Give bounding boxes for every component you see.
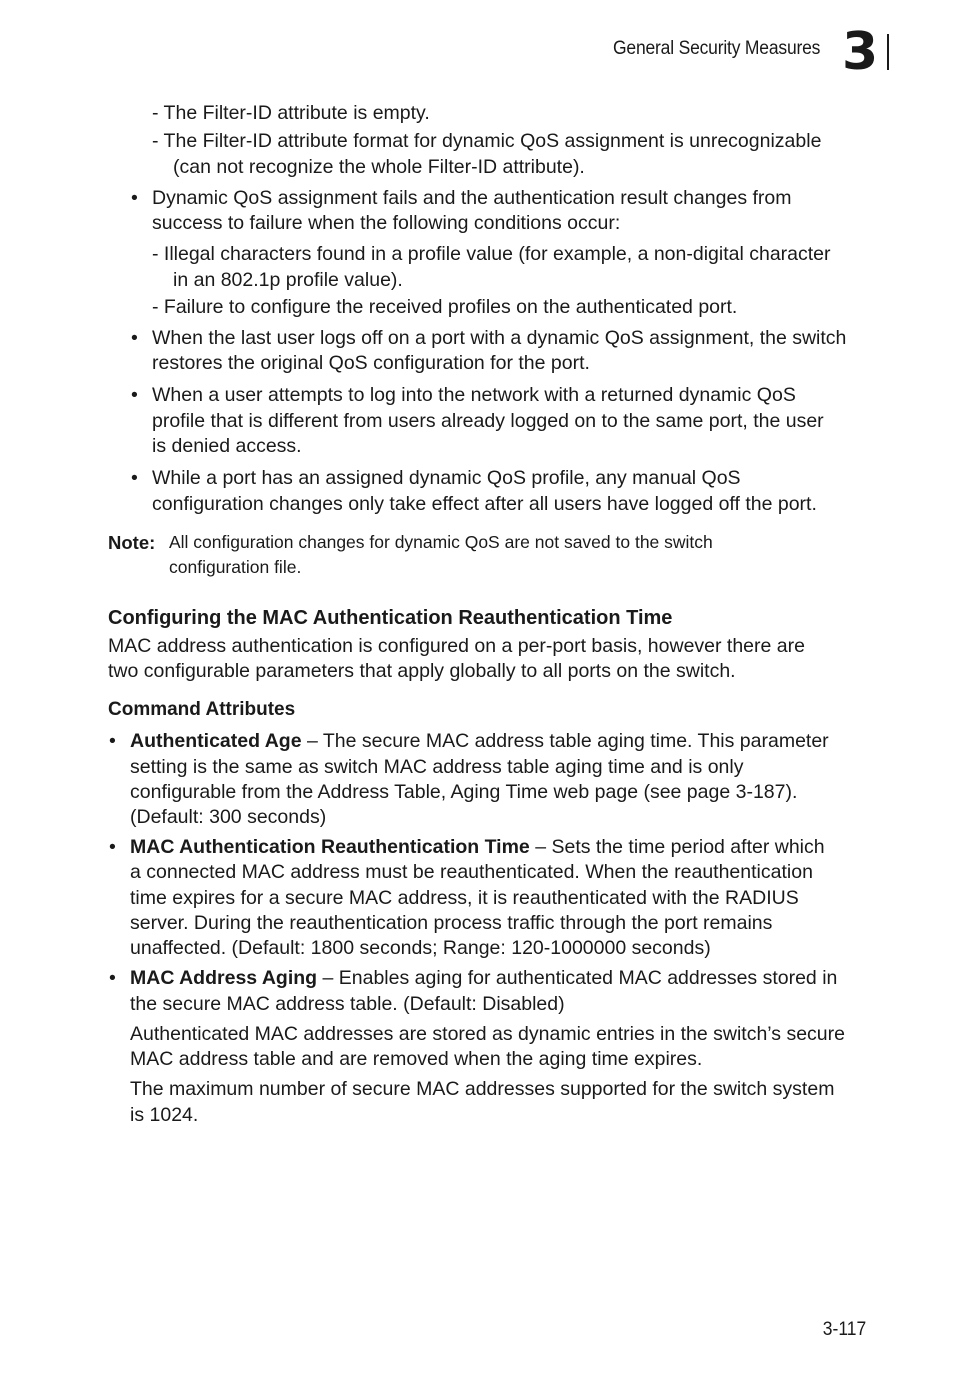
attr-desc: – Enables aging for authenticated MAC addresses stored in xyxy=(317,967,838,989)
bullet-manual-qos: While a port has an assigned dynamic QoS profile, any manual QoS xyxy=(152,467,741,489)
attr-term: MAC Address Aging xyxy=(130,967,318,989)
bullet-marker: • xyxy=(131,467,138,489)
section-intro-cont: two configurable parameters that apply globally to all ports on the switch. xyxy=(108,660,736,682)
page-number: 3-117 xyxy=(822,1319,866,1340)
attr-authenticated-age xyxy=(130,729,829,754)
bullet-user-denied: When a user attempts to log into the network with a returned dynamic QoS xyxy=(152,384,796,406)
running-header: General Security Measures xyxy=(612,38,820,59)
attr-mac-aging-cont: the secure MAC address table. (Default: Disabled) xyxy=(130,993,565,1015)
bullet-qos-fails-cont: success to failure when the following conditions occur: xyxy=(152,212,621,234)
section-intro: MAC address authentication is configured on a per-port basis, however there are xyxy=(108,635,805,657)
attr-reauth-time-cont2: time expires for a secure MAC address, it is reauthenticated with the RADIUS xyxy=(130,887,799,909)
attr-authenticated-age-cont1: setting is the same as switch MAC address table aging time and is only xyxy=(130,756,744,778)
bullet-marker: • xyxy=(131,187,138,209)
sub-item-illegal-chars: - Illegal characters found in a profile value (for example, a non-digital character xyxy=(152,243,831,265)
attr-term: Authenticated Age xyxy=(130,730,302,752)
attr-reauth-time-cont1: a connected MAC address must be reauthenticated. When the reauthentication xyxy=(130,861,813,883)
sub-item-filter-id-format: - The Filter-ID attribute format for dynamic QoS assignment is unrecognizable xyxy=(152,130,822,152)
bullet-user-denied-cont2: is denied access. xyxy=(152,435,302,457)
bullet-qos-fails: Dynamic QoS assignment fails and the authentication result changes from xyxy=(152,187,792,209)
attributes-heading: Command Attributes xyxy=(108,699,296,720)
attr-desc: – Sets the time period after which xyxy=(529,836,825,858)
attr-reauth-time-cont3: server. During the reauthentication process traffic through the port remains xyxy=(130,912,773,934)
bullet-marker: • xyxy=(109,967,116,989)
bullet-marker: • xyxy=(131,327,138,349)
sub-item-illegal-chars-cont: in an 802.1p profile value). xyxy=(173,269,403,291)
sub-item-filter-id-format-cont: (can not recognize the whole Filter-ID attribute). xyxy=(173,156,585,178)
bullet-manual-qos-cont: configuration changes only take effect after all users have logged off the port. xyxy=(152,493,817,515)
attr-reauth-time-cont4: unaffected. (Default: 1800 seconds; Range: 120-1000000 seconds) xyxy=(130,937,711,959)
note-text: All configuration changes for dynamic QoS are not saved to the switch xyxy=(169,532,713,552)
para-dynamic-entries-cont: MAC address table and are removed when the aging time expires. xyxy=(130,1048,703,1070)
attr-authenticated-age-cont3: (Default: 300 seconds) xyxy=(130,806,327,828)
note-text-cont: configuration file. xyxy=(169,557,302,577)
attr-reauth-time xyxy=(130,835,825,860)
para-max-addresses-cont: is 1024. xyxy=(130,1104,199,1126)
bullet-last-user-cont: restores the original QoS configuration for the port. xyxy=(152,352,590,374)
bullet-marker: • xyxy=(109,730,116,752)
para-max-addresses: The maximum number of secure MAC addresses supported for the switch system xyxy=(130,1078,835,1100)
bullet-marker: • xyxy=(109,836,116,858)
section-heading: Configuring the MAC Authentication Reauthentication Time xyxy=(108,607,673,629)
sub-item-filter-id-empty: - The Filter-ID attribute is empty. xyxy=(152,102,430,124)
para-dynamic-entries: Authenticated MAC addresses are stored as dynamic entries in the switch’s secure xyxy=(130,1023,845,1045)
chapter-number: 3 xyxy=(842,22,877,82)
bullet-last-user: When the last user logs off on a port with a dynamic QoS assignment, the switch xyxy=(152,327,847,349)
note-label: Note: xyxy=(108,532,156,553)
sub-item-failure-configure: - Failure to configure the received profiles on the authenticated port. xyxy=(152,296,738,318)
attr-term: MAC Authentication Reauthentication Time xyxy=(130,836,530,858)
attr-mac-aging xyxy=(130,966,837,991)
attr-desc: – The secure MAC address table aging time. This parameter xyxy=(301,730,829,752)
bullet-marker: • xyxy=(131,384,138,406)
attr-authenticated-age-cont2: configurable from the Address Table, Aging Time web page (see page 3-187). xyxy=(130,781,798,803)
bullet-user-denied-cont1: profile that is different from users already logged on to the same port, the user xyxy=(152,410,824,432)
header-rule xyxy=(887,34,889,70)
